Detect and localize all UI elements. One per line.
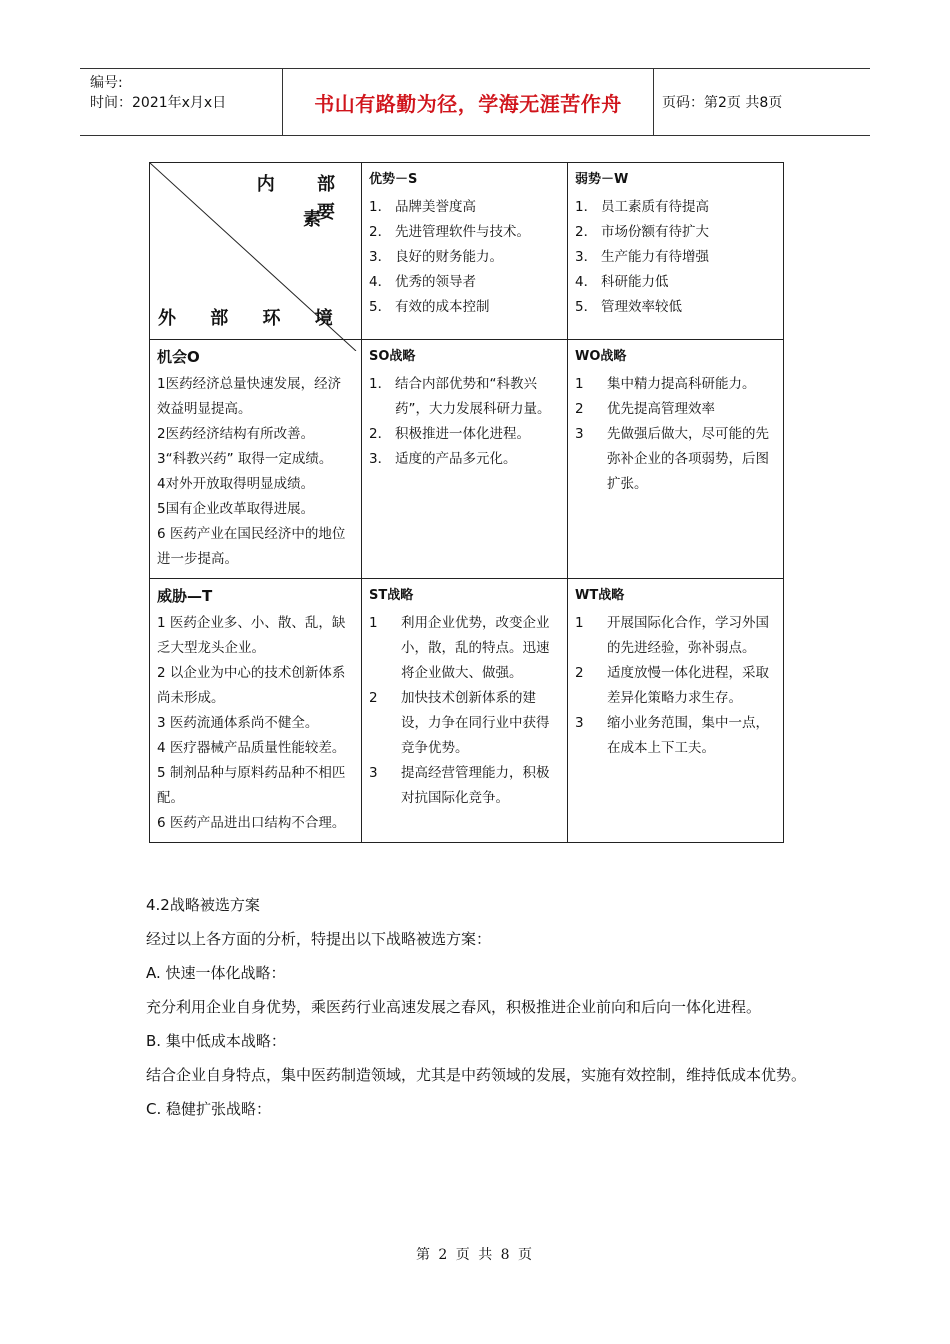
- weaknesses-title: 弱势－W: [575, 172, 629, 187]
- wt-strategy-cell: [568, 579, 784, 843]
- list-item: 3 医药流通体系尚不健全。: [157, 715, 319, 731]
- list-item: 3 缩小业务范围，集中一点，在成本上下工夫。: [575, 715, 769, 756]
- opportunities-cell: [150, 340, 362, 579]
- list-item: 1． 品牌美誉度高: [369, 199, 476, 215]
- list-item: 3． 良好的财务能力。: [369, 249, 503, 265]
- list-item: 4对外开放取得明显成绩。: [157, 476, 315, 492]
- list-item: 2 优先提高管理效率: [575, 401, 715, 417]
- strengths-title: 优势－S: [369, 172, 418, 187]
- internal-factors-label: 内 部 要: [256, 174, 353, 223]
- swot-corner-cell: [150, 163, 362, 340]
- wo-strategy-list: [575, 372, 776, 497]
- list-item: 2 加快技术创新体系的建设，力争在同行业中获得竞争优势。: [369, 690, 550, 756]
- so-strategy-list: [369, 372, 560, 472]
- strengths-list: [369, 195, 560, 320]
- option-a-text: 充分利用企业自身优势，乘医药行业高速发展之春风，积极推进企业前向和后向一体化进程。: [146, 998, 762, 1016]
- list-item: 3“科教兴药” 取得一定成绩。: [157, 451, 333, 467]
- threats-cell: [150, 579, 362, 843]
- list-item: 5． 管理效率较低: [575, 299, 682, 315]
- list-item: 1 开展国际化合作，学习外国的先进经验，弥补弱点。: [575, 615, 769, 656]
- list-item: 6 医药产业在国民经济中的地位进一步提高。: [157, 526, 346, 567]
- list-item: 3． 适度的产品多元化。: [369, 451, 517, 467]
- list-item: 4． 优秀的领导者: [369, 274, 476, 290]
- option-a-label: A. 快速一体化战略：: [146, 964, 286, 982]
- swot-row-threats: [150, 579, 784, 843]
- list-item: 2． 积极推进一体化进程。: [369, 426, 530, 442]
- list-item: 2医药经济结构有所改善。: [157, 426, 315, 442]
- so-strategy-cell: [362, 340, 568, 579]
- list-item: 5国有企业改革取得进展。: [157, 501, 315, 517]
- list-item: 5 制剂品种与原料药品种不相匹配。: [157, 765, 346, 806]
- weaknesses-list: [575, 195, 776, 320]
- so-strategy-title: SO战略: [369, 349, 416, 364]
- list-item: 1． 结合内部优势和“科教兴药”，大力发展科研力量。: [369, 376, 551, 417]
- header-page-label: 页码：第2页 共8页: [662, 95, 783, 111]
- st-strategy-cell: [362, 579, 568, 843]
- swot-row-opportunities: [150, 340, 784, 579]
- swot-matrix-table: [149, 162, 784, 843]
- section-title: 4.2战略被选方案: [146, 896, 260, 914]
- list-item: 1． 员工素质有待提高: [575, 199, 709, 215]
- document-number-label: 编号:: [90, 75, 123, 91]
- list-item: 1 医药企业多、小、散、乱，缺乏大型龙头企业。: [157, 615, 346, 656]
- weaknesses-cell: [568, 163, 784, 340]
- list-item: 4． 科研能力低: [575, 274, 669, 290]
- internal-factors-label-cont: 素: [303, 209, 321, 230]
- wo-strategy-title: WO战略: [575, 349, 627, 364]
- list-item: 1 集中精力提高科研能力。: [575, 376, 756, 392]
- list-item: 3 提高经营管理能力，积极对抗国际化竞争。: [369, 765, 550, 806]
- strengths-cell: [362, 163, 568, 340]
- opportunities-title: 机会O: [157, 348, 200, 366]
- page-header: [80, 68, 870, 136]
- strategy-options-section: [146, 888, 806, 1126]
- list-item: 6 医药产品进出口结构不合理。: [157, 815, 346, 831]
- external-environment-label: 外 部 环 境: [158, 308, 347, 329]
- wt-strategy-title: WT战略: [575, 588, 625, 603]
- wt-strategy-list: [575, 611, 776, 761]
- list-item: 2 适度放慢一体化进程，采取差异化策略力求生存。: [575, 665, 769, 706]
- wo-strategy-cell: [568, 340, 784, 579]
- header-motto: 书山有路勤为径，学海无涯苦作舟: [282, 69, 654, 135]
- st-strategy-title: ST战略: [369, 588, 414, 603]
- list-item: 1医药经济总量快速发展，经济效益明显提高。: [157, 376, 342, 417]
- list-item: 2． 市场份额有待扩大: [575, 224, 709, 240]
- list-item: 4 医疗器械产品质量性能较差。: [157, 740, 346, 756]
- list-item: 2． 先进管理软件与技术。: [369, 224, 530, 240]
- option-b-text: 结合企业自身特点，集中医药制造领域，尤其是中药领域的发展，实施有效控制，维持低成本优势。: [146, 1066, 807, 1084]
- list-item: 3 先做强后做大，尽可能的先弥补企业的各项弱势，后图扩张。: [575, 426, 769, 492]
- page-footer: 第 2 页 共 8 页: [415, 1247, 535, 1263]
- list-item: 2 以企业为中心的技术创新体系尚未形成。: [157, 665, 346, 706]
- option-b-label: B. 集中低成本战略：: [146, 1032, 286, 1050]
- list-item: 3． 生产能力有待增强: [575, 249, 709, 265]
- st-strategy-list: [369, 611, 560, 811]
- swot-row-internal: [150, 163, 784, 340]
- list-item: 1 利用企业优势，改变企业小，散，乱的特点。迅速将企业做大、做强。: [369, 615, 550, 681]
- document-time-label: 时间：2021年x月x日: [90, 95, 227, 111]
- intro-paragraph: 经过以上各方面的分析，特提出以下战略被选方案：: [146, 930, 492, 948]
- header-meta: [80, 69, 282, 135]
- threats-title: 威胁—T: [157, 587, 213, 605]
- list-item: 5． 有效的成本控制: [369, 299, 490, 315]
- option-c-label: C. 稳健扩张战略：: [146, 1100, 272, 1118]
